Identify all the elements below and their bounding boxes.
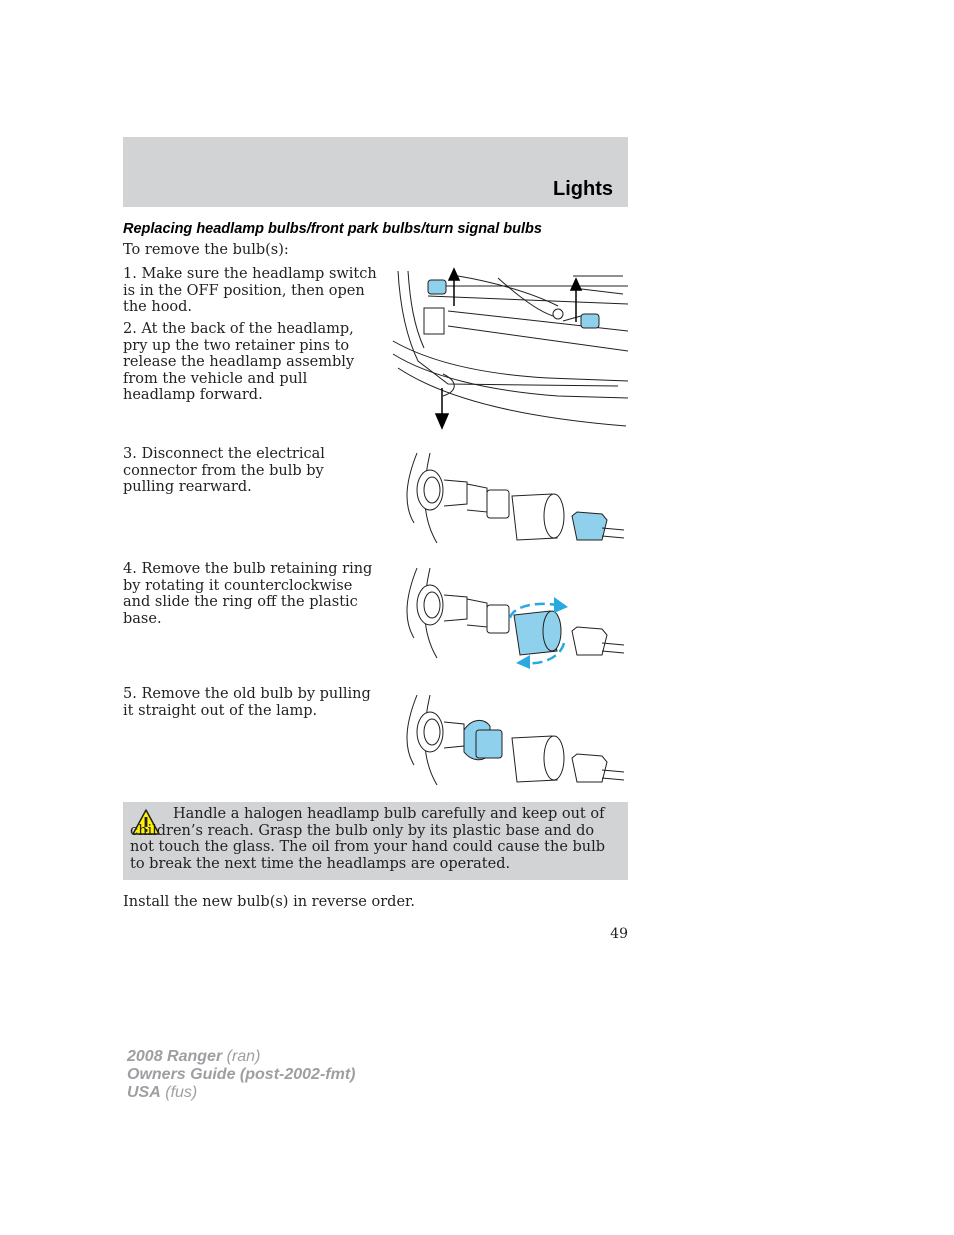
footer	[127, 1048, 355, 1102]
footer-model: 2008 Ranger	[127, 1048, 223, 1065]
page-number: 49	[610, 926, 628, 942]
step-5: 5. Remove the old bulb by pulling it straight out of the lamp.	[123, 686, 371, 719]
footer-market: USA	[127, 1084, 161, 1101]
step-2: 2. At the back of the headlamp, pry up the two retainer pins to release the headlamp assembly from the vehicle and pull headlamp forward.	[123, 321, 355, 403]
rotate-retaining-ring-figure	[392, 563, 628, 673]
subheading: Replacing headlamp bulbs/front park bulbs/turn signal bulbs	[123, 221, 542, 237]
intro-text: To remove the bulb(s):	[123, 242, 289, 258]
step-3: 3. Disconnect the electrical connector from the bulb by pulling rearward.	[123, 446, 325, 495]
headlamp-assembly-figure	[388, 266, 628, 430]
remove-bulb-figure	[392, 690, 628, 790]
footer-model-code: (ran)	[226, 1048, 261, 1065]
warning-box	[123, 802, 628, 880]
section-header-band	[123, 137, 628, 207]
footer-market-code: (fus)	[165, 1084, 198, 1101]
warning-text: Handle a halogen headlamp bulb carefully and keep out of children’s reach. Grasp the bulb only by its plastic base and do not touch the glass. The oil from your hand could cause the bulb to break the next time the headlamps are operated.	[130, 806, 606, 872]
section-title: Lights	[553, 178, 613, 200]
closing-text: Install the new bulb(s) in reverse order.	[123, 894, 415, 910]
step-4: 4. Remove the bulb retaining ring by rotating it counterclockwise and slide the ring off the plastic base.	[123, 561, 373, 627]
disconnect-connector-figure	[392, 448, 628, 550]
step-1: 1. Make sure the headlamp switch is in the OFF position, then open the hood.	[123, 266, 377, 315]
footer-guide: Owners Guide (post-2002-fmt)	[127, 1066, 356, 1083]
